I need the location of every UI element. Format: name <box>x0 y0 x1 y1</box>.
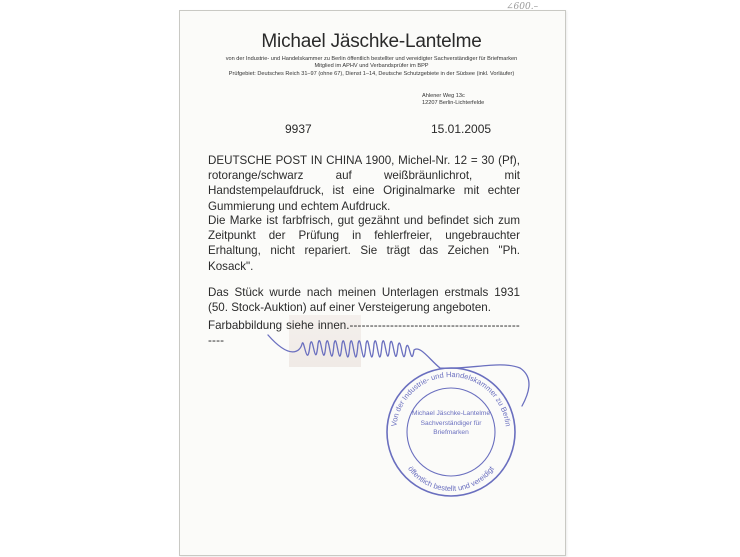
certificate-number: 9937 <box>285 122 312 136</box>
address-street: Ahlener Weg 13c <box>422 93 465 99</box>
header-credentials: von der Industrie- und Handelskammer zu Berlin öffentlich bestellter und vereidigter Sachverständiger für Briefmarken <box>225 56 518 62</box>
seal-center-name: Michael Jäschke-Lantelme <box>411 410 491 417</box>
address-city: 12207 Berlin-Lichterfelde <box>422 100 485 106</box>
seal-center-subject: Briefmarken <box>433 429 469 436</box>
image-note-label: Farbabbildung siehe innen. <box>208 319 350 332</box>
certificate-date: 15.01.2005 <box>431 122 492 136</box>
image-note-dashes: ---------------------------------------------- <box>208 319 520 348</box>
seal-center-title: Sachverständiger für <box>420 420 482 427</box>
paragraph-provenance: Das Stück wurde nach meinen Unterlagen erstmals 1931 (50. Stock-Auktion) auf einer Versteigerung angeboten. <box>208 286 520 315</box>
seal-ring-top-path: Von der Industrie- und Handelskammer zu Berlin <box>389 369 513 428</box>
paragraph-condition: Die Marke ist farbfrisch, gut gezähnt und befindet sich zum Zeitpunkt der Prüfung in fehlerfreier, ungebrauchter Erhaltung, nicht repariert. Sie trägt das Zeichen "Ph. Kosack". <box>208 214 520 273</box>
header-membership: Mitglied im APHV und Verbandsprüfer im BPP <box>314 63 429 69</box>
expert-name: Michael Jäschke-Lantelme <box>261 31 482 52</box>
seal-ring-bottom-path: öffentlich bestellt und vereidigt <box>406 464 496 494</box>
paragraph-description: DEUTSCHE POST IN CHINA 1900, Michel-Nr. 12 = 30 (Pf), rotorange/schwarz auf weißbräunlichrot, mit Handstempelaufdruck, ist eine Originalmarke mit echter Gummierung und echtem Aufdruck. <box>208 154 520 213</box>
pencil-annotation: ∠600.– <box>506 2 539 12</box>
seal-ring-top-text <box>389 370 512 427</box>
header-expertise-area: Prüfgebiet: Deutsches Reich 31–97 (ohne 67), Dienst 1–14, Deutsche Schutzgebiete in der Südsee (inkl. Vorläufer) <box>228 71 515 77</box>
